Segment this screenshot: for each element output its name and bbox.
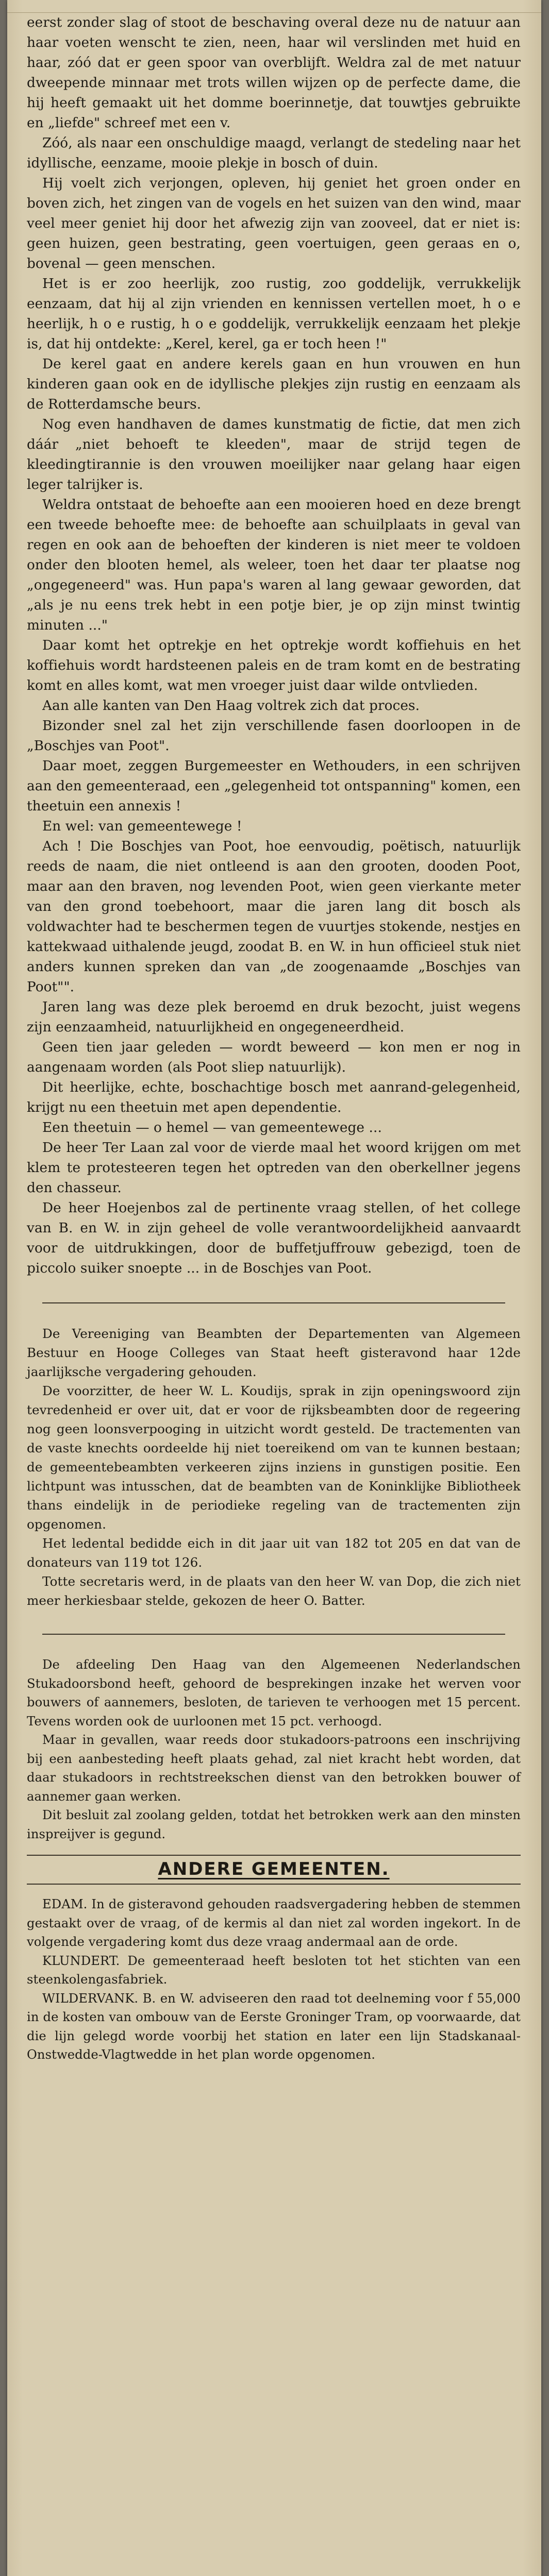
article-andere-gemeenten	[27, 1895, 521, 2064]
paragraph: Ach ! Die Boschjes van Poot, hoe eenvoudig, poëtisch, natuurlijk reeds de naam, die niet ontleend is aan den grooten, dooden Poot, maar aan den braven, nog levenden Poot, wien geen vierkante meter van den grond toebehoort, maar die jaren lang dit bosch als voldwachter had te beschermen tegen de vuurtjes stokende, nestjes en kattekwaad uithalende jeugd, zoodat B. en W. in hun officieel stuk niet anders kunnen spreken dan van „de zoogenaamde „Boschjes van Poot"".	[27, 839, 521, 995]
paragraph: Bizonder snel zal het zijn verschillende fasen doorloopen in de „Boschjes van Poot".	[27, 718, 521, 754]
section-heading-andere-gemeenten	[27, 1855, 521, 1885]
article-vereeniging-beambten	[27, 1324, 521, 1610]
paragraph: Jaren lang was deze plek beroemd en druk bezocht, juist wegens zijn eenzaamheid, natuurlijkheid en ongegeneerdheid.	[27, 999, 521, 1035]
paragraph: De heer Hoejenbos zal de pertinente vraag stellen, of het college van B. en W. in zijn geheel de volle verantwoordelijkheid aanvaardt voor de uitdrukkingen, door de buffetjuffrouw gebezigd, toen de piccolo suiker snoepte ... in de Boschjes van Poot.	[27, 1200, 521, 1276]
paragraph: Zóó, als naar een onschuldige maagd, verlangt de stedeling naar het idyllische, eenzame, mooie plekje in bosch of duin.	[27, 135, 521, 171]
article-stukadoorsbond	[27, 1655, 521, 1843]
paragraph: Dit besluit zal zoolang gelden, totdat het betrokken werk aan den minsten inspreijver is gegund.	[27, 1808, 521, 1841]
paragraph: Het ledental bedidde eich in dit jaar uit van 182 tot 205 en dat van de donateurs van 119 tot 126.	[27, 1536, 521, 1570]
paragraph: Het is er zoo heerlijk, zoo rustig, zoo goddelijk, verrukkelijk eenzaam, dat hij al zijn vrienden en kennissen vertellen moet, h o e heerlijk, h o e rustig, h o e goddelijk, verrukkelijk eenzaam het plekje is, dat hij ontdekte: „Kerel, kerel, ga er toch heen !"	[27, 276, 521, 352]
paragraph: De afdeeling Den Haag van den Algemeenen Nederlandschen Stukadoorsbond heeft, gehoord de besprekingen inzake het werven voor bouwers of aannemers, besloten, de tarieven te verhoogen met 15 percent. Tevens worden ook de uurloonen met 15 pct. verhoogd.	[27, 1657, 521, 1728]
paragraph: Totte secretaris werd, in de plaats van den heer W. van Dop, die zich niet meer herkiesbaar stelde, gekozen de heer O. Batter.	[27, 1574, 521, 1608]
paragraph: Aan alle kanten van Den Haag voltrek zich dat proces.	[42, 698, 420, 714]
paragraph: eerst zonder slag of stoot de beschaving overal deze nu de natuur aan haar voeten wenscht te zien, neen, haar wil verslinden met huid en haar, zóó dat er geen spoor van overblijft. Weldra zal de met natuur dweepende minnaar met trots willen wijzen op de perfecte dame, die hij heeft gemaakt uit het domme boerinnetje, dat touwtjes gebruikte en „liefde" schreef met een v.	[27, 15, 521, 131]
newspaper-clipping	[7, 0, 541, 2576]
paragraph: Een theetuin — o hemel — van gemeentewege ...	[42, 1120, 382, 1136]
article-boschjes-van-poot	[27, 13, 521, 1279]
paragraph: KLUNDERT. De gemeenteraad heeft besloten tot het stichten van een steenkolengasfabriek.	[27, 1953, 521, 1987]
paragraph: WILDERVANK. B. en W. adviseeren den raad tot deelneming voor f 55,000 in de kosten van ombouw van de Eerste Groninger Tram, op voorwaarde, dat die lijn gelegd worde voorbij het station en later een lijn Stadskanaal-Onstwedde-Vlagtwedde in het plan worde opgenomen.	[27, 1991, 521, 2062]
paragraph: Daar moet, zeggen Burgemeester en Wethouders, in een schrijven aan den gemeenteraad, een „gelegenheid tot ontspanning" komen, een theetuin een annexis !	[27, 758, 521, 814]
paragraph: De kerel gaat en andere kerels gaan en hun vrouwen en hun kinderen gaan ook en de idyllische plekjes zijn rustig en eenzaam als de Rotterdamsche beurs.	[27, 357, 521, 412]
paragraph: Maar in gevallen, waar reeds door stukadoors-patroons een inschrijving bij een aanbesteding heeft plaats gehad, zal niet kracht hebt worden, dat daar stukadoors in rechtstreekschen dienst van den betrokken bouwer of aannemer gaan werken.	[27, 1733, 521, 1804]
torn-top-edge	[7, 0, 541, 13]
paragraph: Weldra ontstaat de behoefte aan een mooieren hoed en deze brengt een tweede behoefte mee: de behoefte aan schuilplaats in geval van regen en ook aan de behoeften der kinderen is niet meer te voldoen onder den blooten hemel, als weleer, toen het daar ter plaatse nog „ongegeneerd" was. Hun papa's waren al lang gewaar geworden, dat „als je nu eens trek hebt in een potje bier, je op zijn minst twintig minuten ..."	[27, 497, 521, 633]
paragraph: Nog even handhaven de dames kunstmatig de fictie, dat men zich dáár „niet behoeft te kleeden", maar de strijd tegen de kleedingtirannie is den vrouwen moeilijker naar gelang haar eigen leger talrijker is.	[27, 417, 521, 493]
paragraph: Daar komt het optrekje en het optrekje wordt koffiehuis en het koffiehuis wordt hardsteenen paleis en de tram komt en de bestrating komt en alles komt, wat men vroeger juist daar wilde ontvlieden.	[27, 638, 521, 693]
paragraph: En wel: van gemeentewege !	[42, 819, 242, 834]
article-divider	[42, 1302, 505, 1303]
paragraph: Dit heerlijke, echte, boschachtige bosch met aanrand-gelegenheid, krijgt nu een theetuin met apen dependentie.	[27, 1080, 521, 1115]
paragraph: Hij voelt zich verjongen, opleven, hij geniet het groen onder en boven zich, het zingen van de vogels en het suizen van den wind, maar veel meer geniet hij door het afwezig zijn van zooveel, dat er niet is: geen huizen, geen bestrating, geen voertuigen, geen geraas en o, bovenal — geen menschen.	[27, 176, 521, 272]
paragraph: De voorzitter, de heer W. L. Koudijs, sprak in zijn openingswoord zijn tevredenheid er over uit, dat er voor de rijksbeambten door de regeering nog geen loonsverpooging in uitzicht wordt gesteld. De tractementen van de vaste knechts oordeelde hij niet toereikend om van te kunnen bestaan; de gemeentebeambten verkeeren zijns inziens in gunstigen positie. Een lichtpunt was intusschen, dat de beambten van de Koninklijke Bibliotheek thans eindelijk in de periodieke regeling van de tractementen zijn opgenomen.	[27, 1383, 521, 1532]
bottom-margin	[27, 2064, 521, 2080]
paragraph: De Vereeniging van Beambten der Departementen van Algemeen Bestuur en Hooge Colleges van Staat heeft gisteravond haar 12de jaarlijksche vergadering gehouden.	[27, 1326, 521, 1379]
paragraph: EDAM. In de gisteravond gehouden raadsvergadering hebben de stemmen gestaakt over de vraag, of de kermis al dan niet zal worden ingekort. In de volgende vergadering komt dus deze vraag andermaal aan de orde.	[27, 1897, 521, 1949]
paragraph: De heer Ter Laan zal voor de vierde maal het woord krijgen om met klem te protesteeren tegen het optreden van den oberkellner jegens den chasseur.	[27, 1140, 521, 1196]
article-divider	[42, 1634, 505, 1635]
paragraph: Geen tien jaar geleden — wordt beweerd — kon men er nog in aangenaam worden (als Poot sliep natuurlijk).	[27, 1040, 521, 1075]
section-heading-text: ANDERE GEMEENTEN.	[158, 1859, 390, 1879]
